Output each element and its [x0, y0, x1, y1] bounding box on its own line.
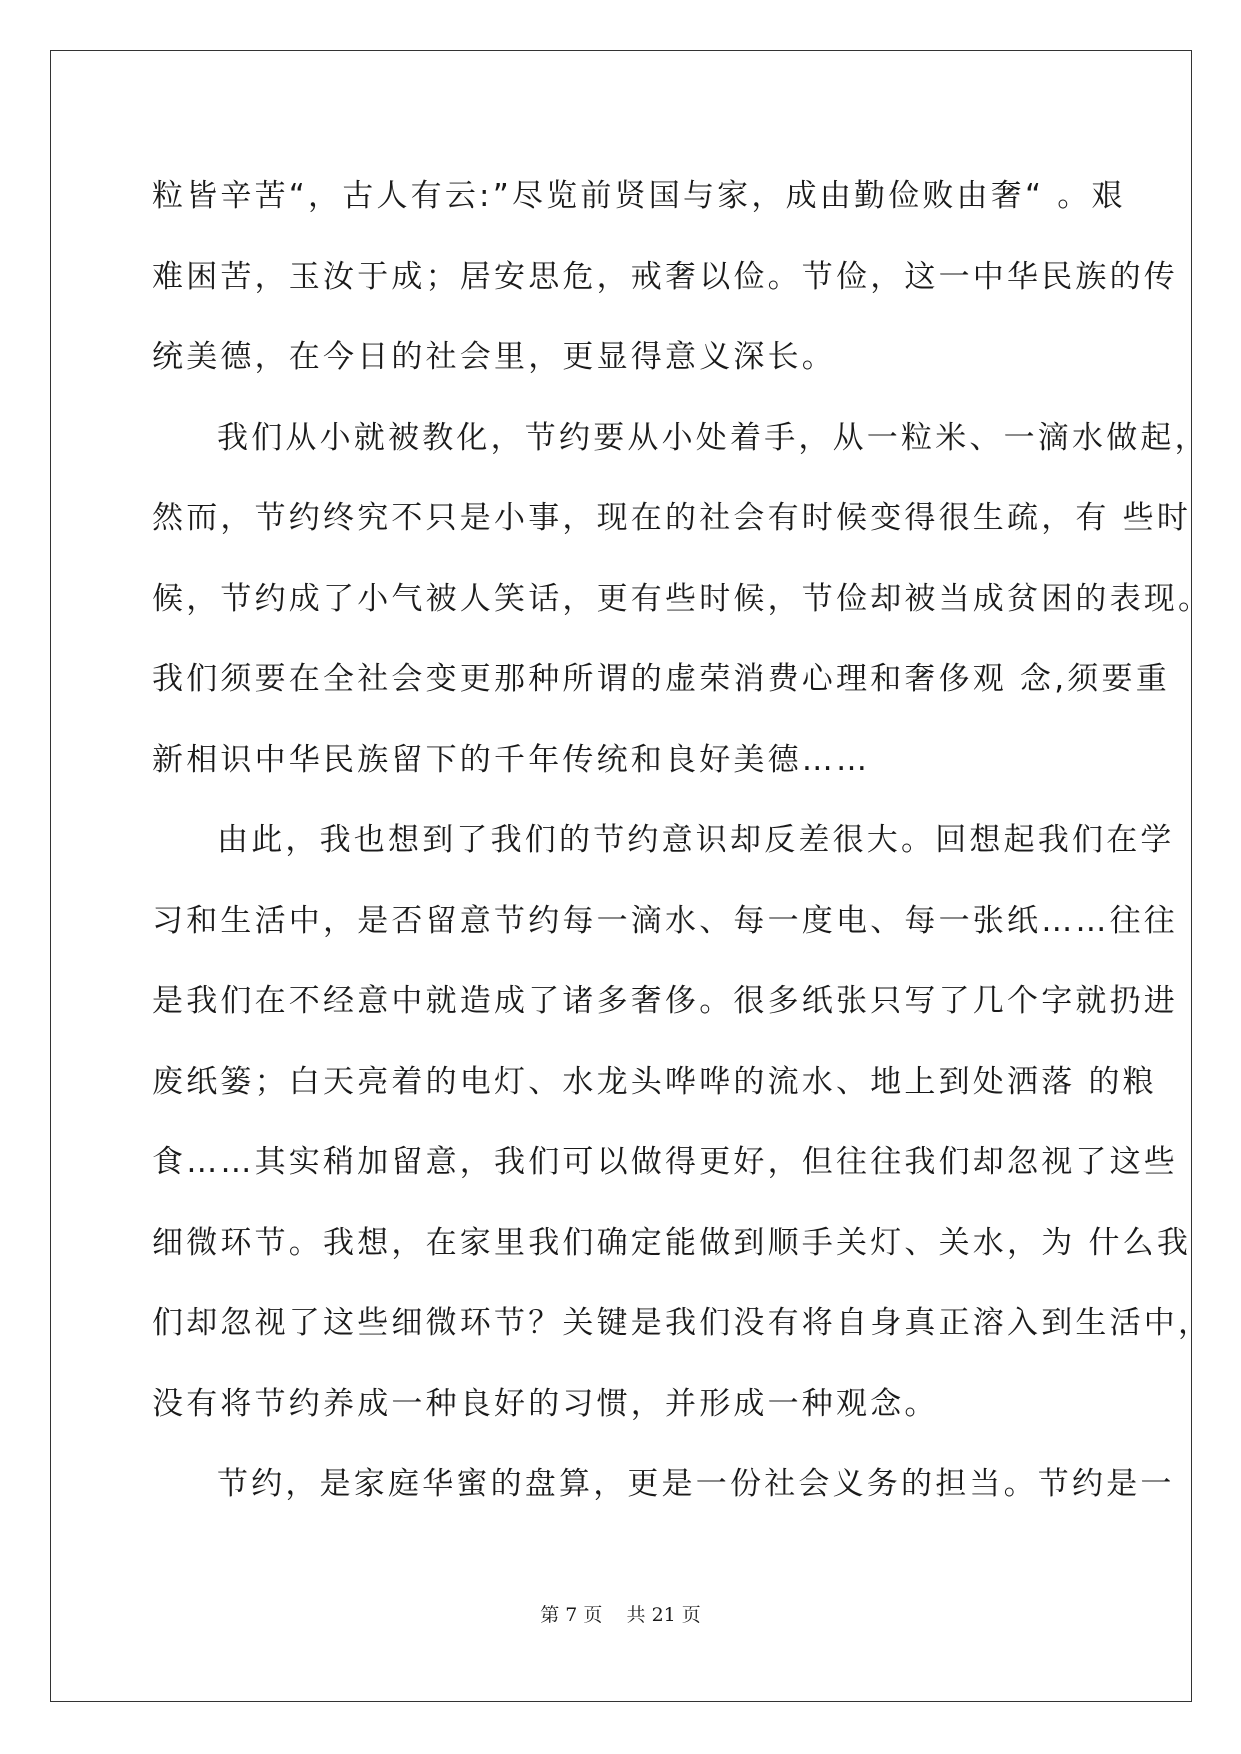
text-line: 由此，我也想到了我们的节约意识却反差很大。回想起我们在学 — [217, 822, 1175, 858]
text-line: 新相识中华民族留下的千年传统和良好美德…… — [152, 741, 871, 778]
text-line: 节约，是家庭华蜜的盘算，更是一份社会义务的担当。节约是一 — [217, 1466, 1175, 1502]
text-line: 习和生活中，是否留意节约每一滴水、每一度电、每一张纸……往往 — [152, 902, 1178, 939]
text-line: 我们须要在全社会变更那种所谓的虚荣消费心理和奢侈观 念,须要重 — [152, 661, 1170, 697]
text-line: 没有将节约养成一种良好的习惯，并形成一种观念。 — [152, 1385, 939, 1422]
document-body — [152, 162, 1213, 1531]
text-line: 废纸篓；白天亮着的电灯、水龙头哗哗的流水、地上到处洒落 的粮 — [152, 1063, 1157, 1100]
text-line: 我们从小就被教化，节约要从小处着手，从一粒米、一滴水做起， — [217, 419, 1209, 456]
text-line: 细微环节。我想，在家里我们确定能做到顺手关灯、关水，为 什么我 — [152, 1224, 1192, 1261]
text-line: 难困苦，玉汝于成；居安思危，戒奢以俭。节俭，这一中华民族的传 — [152, 258, 1178, 295]
text-line: 是我们在不经意中就造成了诸多奢侈。很多纸张只写了几个字就扔进 — [152, 983, 1178, 1019]
text-line: 食……其实稍加留意，我们可以做得更好，但往往我们却忽视了这些 — [152, 1144, 1178, 1180]
text-line: 统美德，在今日的社会里，更显得意义深长。 — [152, 339, 836, 375]
text-line: 粒皆辛苦“，古人有云:”尽览前贤国与家，成由勤俭败由奢“ 。艰 — [152, 178, 1126, 214]
text-line: 们却忽视了这些细微环节？关键是我们没有将自身真正溶入到生活中， — [152, 1305, 1213, 1341]
text-line: 候，节约成了小气被人笑话，更有些时候，节俭却被当成贫困的表现。 — [152, 580, 1213, 617]
page-number-footer: 第 7 页 共 21 页 — [540, 1604, 701, 1626]
text-line: 然而，节约终究不只是小事，现在的社会有时候变得很生疏，有 些时 — [152, 500, 1192, 536]
